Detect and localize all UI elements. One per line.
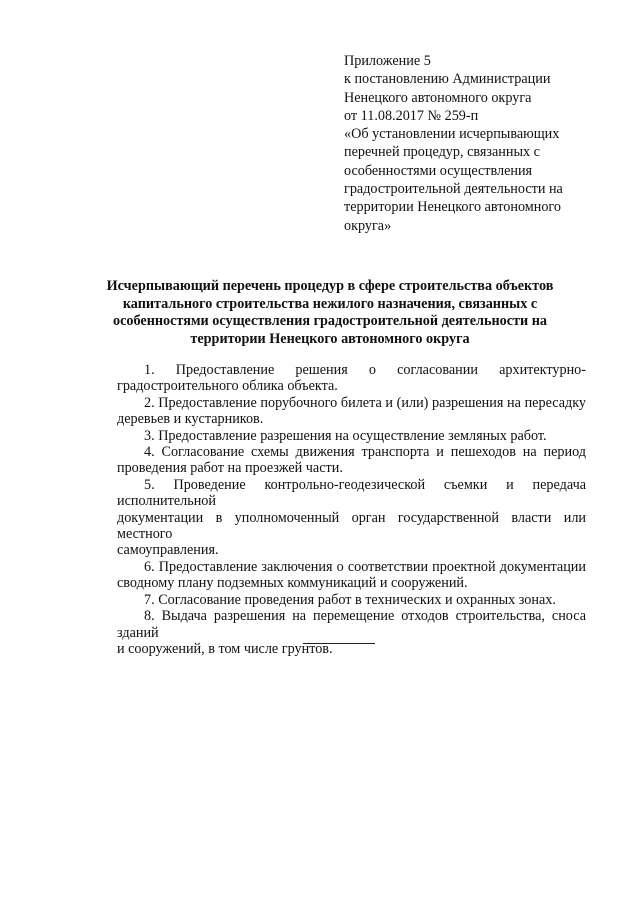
appendix-line: перечней процедур, связанных с xyxy=(344,144,540,161)
document-title xyxy=(70,278,590,348)
list-item-line: 6. Предоставление заключения о соответствии проектной документации xyxy=(144,558,586,575)
appendix-line: к постановлению Администрации xyxy=(344,71,551,88)
list-item xyxy=(117,362,586,395)
list-item xyxy=(117,477,586,559)
title-line: особенностями осуществления градостроительной деятельности на xyxy=(113,313,547,329)
list-item xyxy=(117,592,586,608)
appendix-line: градостроительной деятельности на xyxy=(344,181,563,198)
appendix-line: особенностями осуществления xyxy=(344,162,533,179)
list-item-line: 7. Согласование проведения работ в технических и охранных зонах. xyxy=(144,591,556,608)
procedure-list xyxy=(117,362,586,657)
list-item-line: 3. Предоставление разрешения на осуществление земляных работ. xyxy=(144,427,547,444)
list-item-line: градостроительного облика объекта. xyxy=(117,378,338,395)
list-item-line: 5. Проведение контрольно-геодезической съемки и передача исполнительной xyxy=(117,476,586,510)
list-item xyxy=(117,559,586,592)
list-item xyxy=(117,428,586,444)
title-line: Исчерпывающий перечень процедур в сфере строительства объектов xyxy=(106,278,554,294)
list-item-line: деревьев и кустарников. xyxy=(117,411,264,428)
list-item xyxy=(117,444,586,477)
list-item xyxy=(117,608,586,657)
appendix-line: округа» xyxy=(344,217,392,234)
list-item-line: 8. Выдача разрешения на перемещение отходов строительства, сноса зданий xyxy=(117,608,586,641)
list-item-line: сводному плану подземных коммуникаций и сооружений. xyxy=(117,575,468,592)
title-line: территории Ненецкого автономного округа xyxy=(190,330,470,347)
list-item-line: проведения работ на проезжей части. xyxy=(117,460,343,477)
list-item-line: и сооружений, в том числе грунтов. xyxy=(117,640,333,657)
end-separator-line xyxy=(303,643,375,644)
title-line: капитального строительства нежилого назначения, связанных с xyxy=(122,295,538,312)
appendix-line: Ненецкого автономного округа xyxy=(344,89,532,106)
list-item xyxy=(117,395,586,428)
list-item-line: 2. Предоставление порубочного билета и (или) разрешения на пересадку xyxy=(144,394,586,411)
appendix-line: Приложение 5 xyxy=(344,53,431,69)
list-item-line: самоуправления. xyxy=(117,542,219,559)
appendix-line: «Об установлении исчерпывающих xyxy=(344,126,560,143)
list-item-line: 1. Предоставление решения о согласовании архитектурно- xyxy=(144,362,586,378)
appendix-line: территории Ненецкого автономного xyxy=(344,199,561,216)
appendix-line: от 11.08.2017 № 259-п xyxy=(344,107,479,124)
list-item-line: 4. Согласование схемы движения транспорта и пешеходов на период xyxy=(144,444,586,461)
list-item-line: документации в уполномоченный орган государственной власти или местного xyxy=(117,509,586,543)
appendix-header xyxy=(344,52,594,235)
